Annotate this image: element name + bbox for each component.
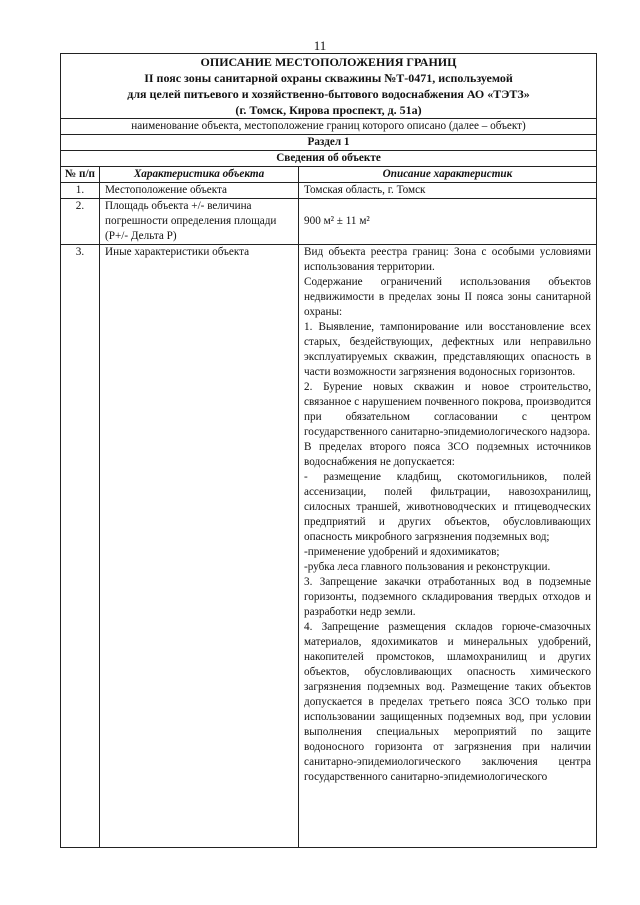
header-line-4: (г. Томск, Кирова проспект, д. 51а) <box>235 103 422 117</box>
page-number: 11 <box>313 38 327 53</box>
restriction-paragraph: 3. Запрещение закачки отработанных вод в подземные горизонты, подземного складирования твердых отходов и разработки недр земли. <box>304 576 591 618</box>
header-line-3: для целей питьевого и хозяйственно-бытового водоснабжения АО «ТЭТЗ» <box>127 87 530 101</box>
row-characteristic: Иные характеристики объекта <box>100 245 299 848</box>
restriction-paragraph: 2. Бурение новых скважин и новое строительство, связанное с нарушением почвенного покрова, производится при обязательном согласовании с центром государственного санитарно-эпидемиологического надзора. <box>304 381 591 438</box>
row-number: 1. <box>61 183 100 199</box>
column-header-num: № п/п <box>61 167 100 183</box>
header-line-2: II пояс зоны санитарной охраны скважины №Т-0471, используемой <box>144 71 513 85</box>
restriction-paragraph: Содержание ограничений использования объектов недвижимости в пределах зоны II пояса зоны санитарной охраны: <box>304 276 591 318</box>
row-description: 900 м² ± 11 м² <box>299 199 597 245</box>
table-row <box>61 245 597 848</box>
row-description: Томская область, г. Томск <box>299 183 597 199</box>
table-row <box>61 199 597 245</box>
restriction-paragraph: - размещение кладбищ, скотомогильников, полей ассенизации, полей фильтрации, навозохранилищ, силосных траншей, животноводческих и птицеводческих предприятий и других объектов, обусловливающих опасность микробного загрязнения подземных вод; <box>304 471 591 543</box>
row-characteristic: Местоположение объекта <box>100 183 299 199</box>
restriction-paragraph: 1. Выявление, тампонирование или восстановление всех старых, бездействующих, дефектных или неправильно эксплуатируемых скважин, представляющих опасность в части возможности загрязнения водоносных горизонтов. <box>304 321 591 378</box>
document-title: ОПИСАНИЕ МЕСТОПОЛОЖЕНИЯ ГРАНИЦ <box>200 55 457 69</box>
boundary-description-table <box>60 53 597 848</box>
column-header-description: Описание характеристик <box>299 167 597 183</box>
document-header <box>61 54 597 119</box>
table-row <box>61 183 597 199</box>
restriction-paragraph: Вид объекта реестра границ: Зона с особыми условиями использования территории. <box>304 246 591 273</box>
object-subtitle: наименование объекта, местоположение границ которого описано (далее – объект) <box>61 119 597 135</box>
restriction-paragraph: 4. Запрещение размещения складов горюче-смазочных материалов, ядохимикатов и минеральных удобрений, накопителей промстоков, шламохранилищ и других объектов, обусловливающих опасность химического загрязнения подземных вод. Размещение таких объектов допускается в пределах третьего пояса ЗСО только при использовании защищенных подземных вод, при условии выполнения специальных мероприятий по защите водоносного горизонта от загрязнения при наличии санитарно-эпидемиологического заключения центра государственного санитарно-эпидемиологического <box>304 621 591 783</box>
section-title: Сведения об объекте <box>61 151 597 167</box>
row-description <box>299 245 597 848</box>
row-number: 3. <box>61 245 100 848</box>
restriction-paragraph: -применение удобрений и ядохимикатов; <box>304 546 500 558</box>
restriction-paragraph: -рубка леса главного пользования и реконструкции. <box>304 561 551 573</box>
restriction-paragraph: В пределах второго пояса ЗСО подземных источников водоснабжения не допускается: <box>304 441 591 468</box>
row-number: 2. <box>61 199 100 245</box>
column-header-characteristic: Характеристика объекта <box>100 167 299 183</box>
section-label: Раздел 1 <box>61 135 597 151</box>
row-characteristic: Площадь объекта +/- величина погрешности определения площади (Р+/- Дельта Р) <box>100 199 299 245</box>
